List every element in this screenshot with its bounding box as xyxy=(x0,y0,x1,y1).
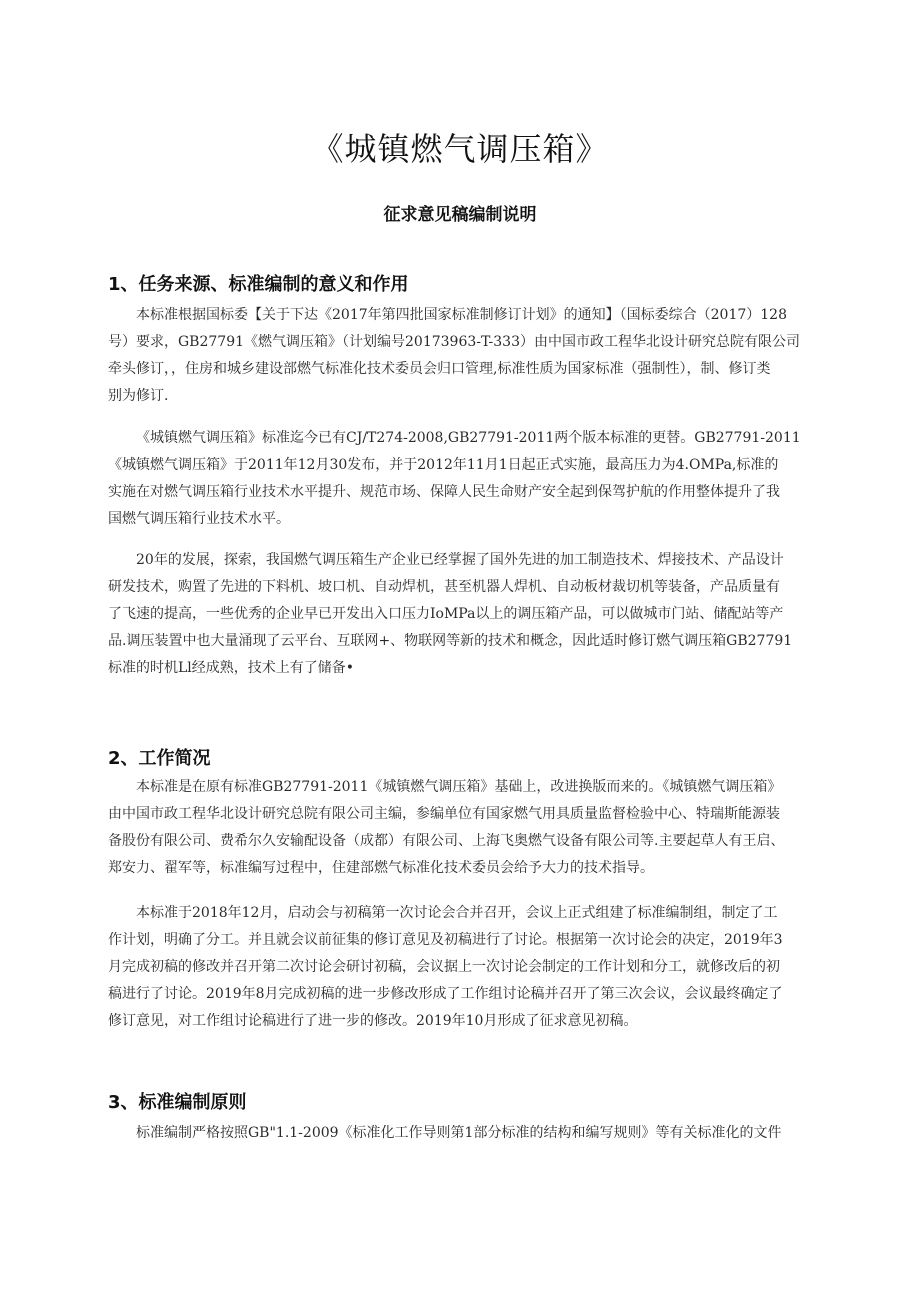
paragraph-1-1 xyxy=(108,302,818,410)
text-line: 国燃气调压箱行业技术水平。 xyxy=(108,511,290,527)
text-line: 月完成初稿的修改并召开第二次讨论会研讨初稿，会议据上一次讨论会制定的工作计划和分工，就修改后的初 xyxy=(108,959,780,975)
text-line: 本标准是在原有标准GB27791-2011《城镇燃气调压箱》基础上，改进换版而来的。《城镇燃气调压箱》 xyxy=(136,779,782,795)
section-heading-2: 2、工作简况 xyxy=(108,748,211,769)
paragraph-1-2 xyxy=(108,425,818,533)
text-line: 修订意见，对工作组讨论稿进行了进一步的修改。2019年10月形成了征求意见初稿。 xyxy=(108,1013,638,1029)
document-title: 《城镇燃气调压箱》 xyxy=(311,130,609,168)
text-line: 备股份有限公司、费希尔久安输配设备（成都）有限公司、上海飞奥燃气设备有限公司等.主要起草人有王启、 xyxy=(108,833,785,849)
text-line: 作计划，明确了分工。并且就会议前征集的修订意见及初稿进行了讨论。根据第一次讨论会的决定，2019年3 xyxy=(108,932,783,948)
paragraph-1-3 xyxy=(108,547,818,682)
text-line: 别为修订. xyxy=(108,388,169,404)
text-line: 标准的时机Ll经成熟，技术上有了储备• xyxy=(108,660,355,676)
paragraph-2-2 xyxy=(108,900,818,1035)
paragraph-3-1 xyxy=(108,1120,818,1147)
section-heading-1: 1、任务来源、标准编制的意义和作用 xyxy=(108,274,409,295)
text-line: 了飞速的提高，一些优秀的企业早已开发出入口压力IoMPa以上的调压箱产品，可以做城市门站、储配站等产 xyxy=(108,606,784,622)
text-line: 号）要求，GB27791《燃气调压箱》（计划编号20173963-T-333）由中国市政工程华北设计研究总院有限公司 xyxy=(108,334,800,350)
section-heading-3: 3、标准编制原则 xyxy=(108,1092,247,1113)
text-line: 郑安力、翟军等，标准编写过程中，住建部燃气标准化技术委员会给予大力的技术指导。 xyxy=(108,860,654,876)
text-line: 标准编制严格按照GB"1.1-2009《标准化工作导则第1部分标准的结构和编写规则》等有关标准化的文件 xyxy=(136,1125,782,1141)
text-line: 实施在对燃气调压箱行业技术水平提升、规范市场、保障人民生命财产安全起到保驾护航的作用整体提升了我 xyxy=(108,484,780,500)
document-subtitle: 征求意见稿编制说明 xyxy=(383,205,537,225)
text-line: 《城镇燃气调压箱》标准迄今已有CJ/T274-2008,GB27791-2011两个版本标准的更替。GB27791-2011 xyxy=(136,430,801,446)
text-line: 20年的发展，探索，我国燃气调压箱生产企业已经掌握了国外先进的加工制造技术、焊接技术、产品设计 xyxy=(136,552,784,568)
text-line: 由中国市政工程华北设计研究总院有限公司主编，参编单位有国家燃气用具质量监督检验中心、特瑞斯能源装 xyxy=(108,806,780,822)
text-line: 牵头修订，，住房和城乡建设部燃气标准化技术委员会归口管理,标准性质为国家标准（强制性），制、修订类 xyxy=(108,361,771,377)
text-line: 本标准于2018年12月，启动会与初稿第一次讨论会合并召开，会议上正式组建了标准编制组，制定了工 xyxy=(136,905,778,921)
text-line: 本标准根据国标委【关于下达《2017年第四批国家标准制修订计划》的通知】（国标委综合（2017）128 xyxy=(136,307,787,323)
text-line: 研发技术，购置了先进的下料机、坡口机、自动焊机，甚至机器人焊机、自动板材裁切机等装备，产品质量有 xyxy=(108,579,780,595)
text-line: 品.调压装置中也大量涌现了云平台、互联网+、物联网等新的技术和概念，因此适时修订燃气调压箱GB27791 xyxy=(108,633,793,649)
text-line: 《城镇燃气调压箱》于2011年12月30发布，并于2012年11月1日起正式实施，最高压力为4.OMPa,标准的 xyxy=(108,457,779,473)
paragraph-2-1 xyxy=(108,774,818,882)
text-line: 稿进行了讨论。2019年8月完成初稿的进一步修改形成了工作组讨论稿并召开了第三次会议，会议最终确定了 xyxy=(108,986,783,1002)
